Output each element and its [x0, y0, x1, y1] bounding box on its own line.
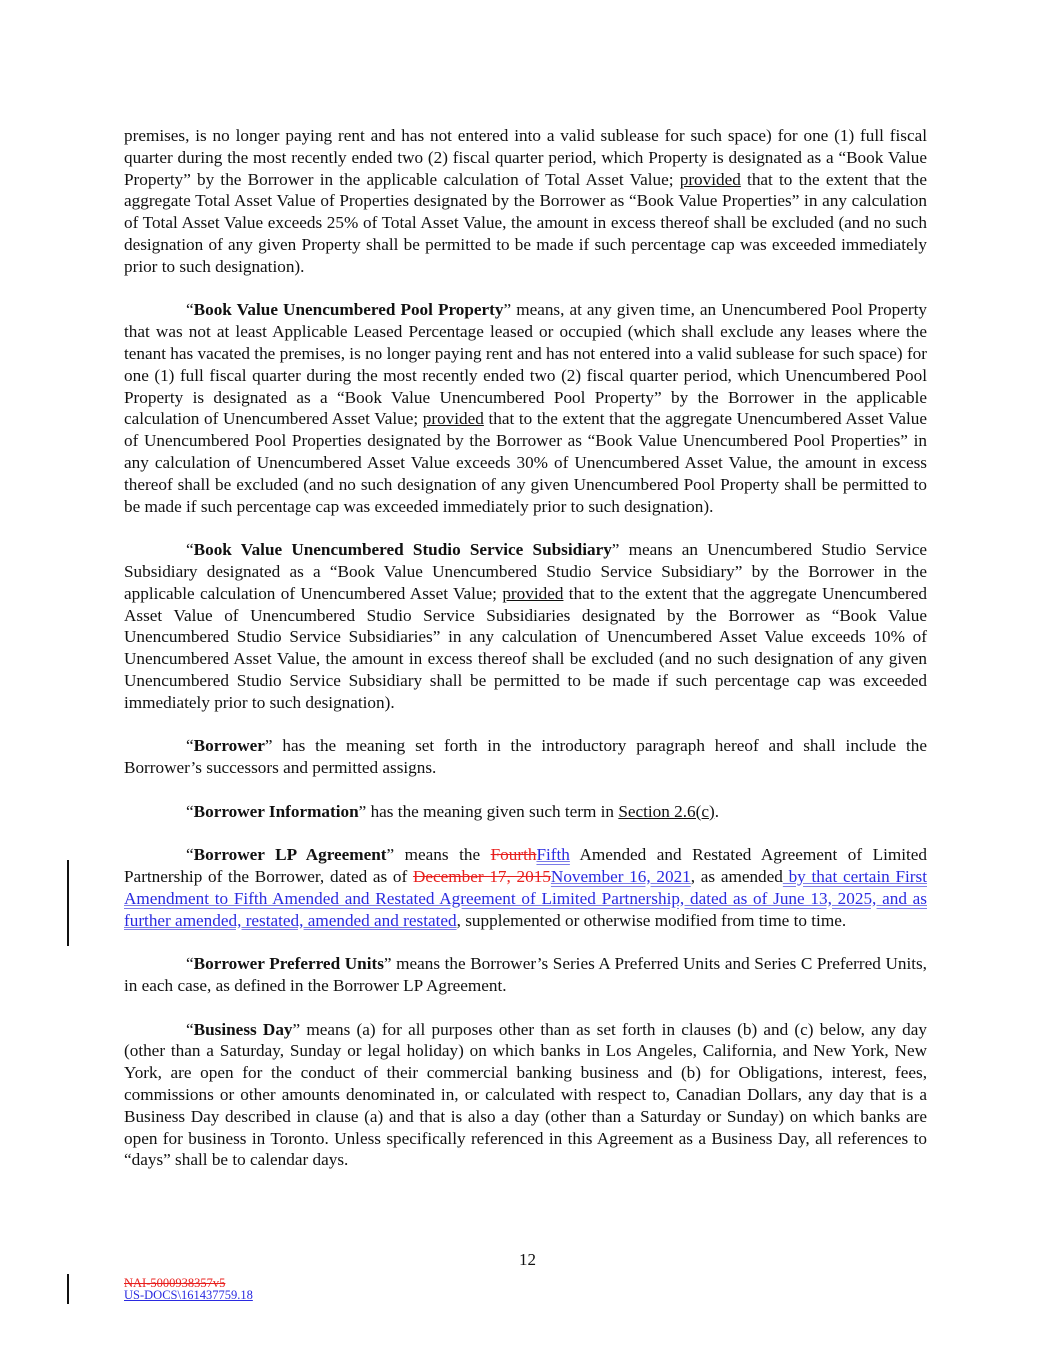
- text-run: that to the extent that the aggregate Total Asset Value of Properties designated by the Borrower as “Book Value Properties” in any calculation of Total Asset Value exceeds 25% of Total Asset Value, the amount in excess thereof shall be excluded (and no such designation of any given Property shall be permitted to be made if such percentage cap was exceeded immediately prior to such designation).: [124, 169, 928, 276]
- text-run: ” means, at any given time, an Unencumbered Pool Property that was not at least Applicable Leased Percentage leased or occupied (which shall exclude any leases where the tenant has vacated the premises, is no longer paying rent and has not entered into a valid sublease for such space) for one (1) full fiscal quarter during the most recently ended two (2) fiscal quarter period, which Unencumbered Pool Property is designated as a “Book Value Unencumbered Pool Property” by the Borrower in the applicable calculation of Unencumbered Asset Value;: [124, 300, 927, 429]
- definition-paragraph: [124, 844, 927, 931]
- text-run: ” means an Unencumbered Studio Service Subsidiary designated as a “Book Value Unencumbered Studio Service Subsidiary” by the Borrower in the applicable calculation of Unencumbered Asset Value;: [124, 540, 927, 603]
- underlined-term: provided: [679, 169, 741, 189]
- change-bar: [67, 860, 69, 946]
- text-run: ” means the: [386, 845, 491, 865]
- definition-paragraph: [124, 801, 927, 823]
- text-run: ” has the meaning given such term in: [358, 801, 619, 821]
- text-run: ” means the Borrower’s Series A Preferred Units and Series C Preferred Units, in each case, as defined in the Borrower LP Agreement.: [124, 954, 927, 996]
- text-run: Amended and Restated Agreement of Limited Partnership of the Borrower, dated as of: [124, 845, 927, 887]
- definition-paragraph: [124, 539, 927, 713]
- text-run: , as amended: [690, 867, 783, 887]
- text-run: “: [186, 801, 194, 821]
- document-body: [124, 125, 927, 1193]
- text-run: “: [186, 300, 194, 320]
- text-run: “: [186, 845, 194, 865]
- definition-paragraph: [124, 1019, 927, 1172]
- defined-term: Borrower: [193, 736, 265, 756]
- text-run: .: [714, 801, 720, 821]
- defined-term: Business Day: [193, 1019, 293, 1039]
- defined-term: Borrower LP Agreement: [193, 845, 387, 865]
- defined-term: Borrower Information: [193, 801, 359, 821]
- text-run: “: [186, 954, 194, 974]
- underlined-term: Section 2.6(c): [618, 801, 715, 821]
- definition-paragraph: [124, 953, 927, 997]
- inserted-text: November 16, 2021: [550, 867, 691, 887]
- definition-paragraph: [124, 299, 927, 517]
- defined-term: Borrower Preferred Units: [193, 954, 384, 974]
- deleted-text: Fourth: [490, 845, 537, 865]
- definition-paragraph: [124, 125, 927, 278]
- footer-doc-ids: [124, 1277, 253, 1301]
- text-run: , supplemented or otherwise modified from time to time.: [456, 910, 847, 930]
- page-number: 12: [519, 1250, 536, 1269]
- text-run: “: [186, 540, 194, 560]
- text-run: that to the extent that the aggregate Unencumbered Asset Value of Unencumbered Pool Properties designated by the Borrower as “Book Value Unencumbered Pool Properties” in any calculation of Unencumbered Asset Value exceeds 30% of Unencumbered Asset Value, the amount in excess thereof shall be excluded (and no such designation of any given Unencumbered Pool Property shall be permitted to be made if such percentage cap was exceeded immediately prior to such designation).: [124, 409, 927, 516]
- defined-term: Book Value Unencumbered Studio Service Subsidiary: [193, 540, 612, 560]
- text-run: ” has the meaning set forth in the introductory paragraph hereof and shall include the Borrower’s successors and permitted assigns.: [124, 736, 927, 778]
- defined-term: Book Value Unencumbered Pool Property: [193, 300, 504, 320]
- inserted-text: Fifth: [536, 845, 570, 865]
- deleted-doc-id: NAI-5000938357v5: [124, 1276, 226, 1290]
- inserted-text: by that certain First Amendment to Fifth Amended and Restated Agreement of Limited Partnership, dated as of June 13, 2025, and as further amended, restated, amended and restated: [124, 867, 927, 930]
- text-run: “: [186, 736, 194, 756]
- change-bar-footer: [67, 1274, 69, 1304]
- text-run: ” means (a) for all purposes other than as set forth in clauses (b) and (c) below, any day (other than a Saturday, Sunday or legal holiday) on which banks in Los Angeles, California, and New York, New York, are open for the conduct of their commercial banking business and (b) for Obligations, interest, fees, commissions or other amounts denominated in, or calculated with respect to, Canadian Dollars, any day that is a Business Day described in clause (a) and that is also a day (other than a Saturday or Sunday) on which banks are open for business in Toronto. Unless specifically referenced in this Agreement as a Business Day, all references to “days” shall be to calendar days.: [124, 1019, 928, 1170]
- underlined-term: provided: [422, 409, 484, 429]
- deleted-text: December 17, 2015: [412, 867, 551, 887]
- text-run: premises, is no longer paying rent and has not entered into a valid sublease for such space) for one (1) full fiscal quarter during the most recently ended two (2) fiscal quarter period, which Property is designated as a “Book Value Property” by the Borrower in the applicable calculation of Total Asset Value;: [124, 126, 927, 189]
- text-run: “: [186, 1019, 194, 1039]
- text-run: that to the extent that the aggregate Unencumbered Asset Value of Unencumbered Studio Service Subsidiaries designated by the Borrower as “Book Value Unencumbered Studio Service Subsidiaries” in any calculation of Unencumbered Asset Value exceeds 10% of Unencumbered Asset Value, the amount in excess thereof shall be excluded (and no such designation of any given Unencumbered Studio Service Subsidiary shall be permitted to be made if such percentage cap was exceeded immediately prior to such designation).: [124, 583, 927, 712]
- inserted-doc-id: US-DOCS\161437759.18: [124, 1288, 253, 1302]
- definition-paragraph: [124, 735, 927, 779]
- underlined-term: provided: [502, 583, 564, 603]
